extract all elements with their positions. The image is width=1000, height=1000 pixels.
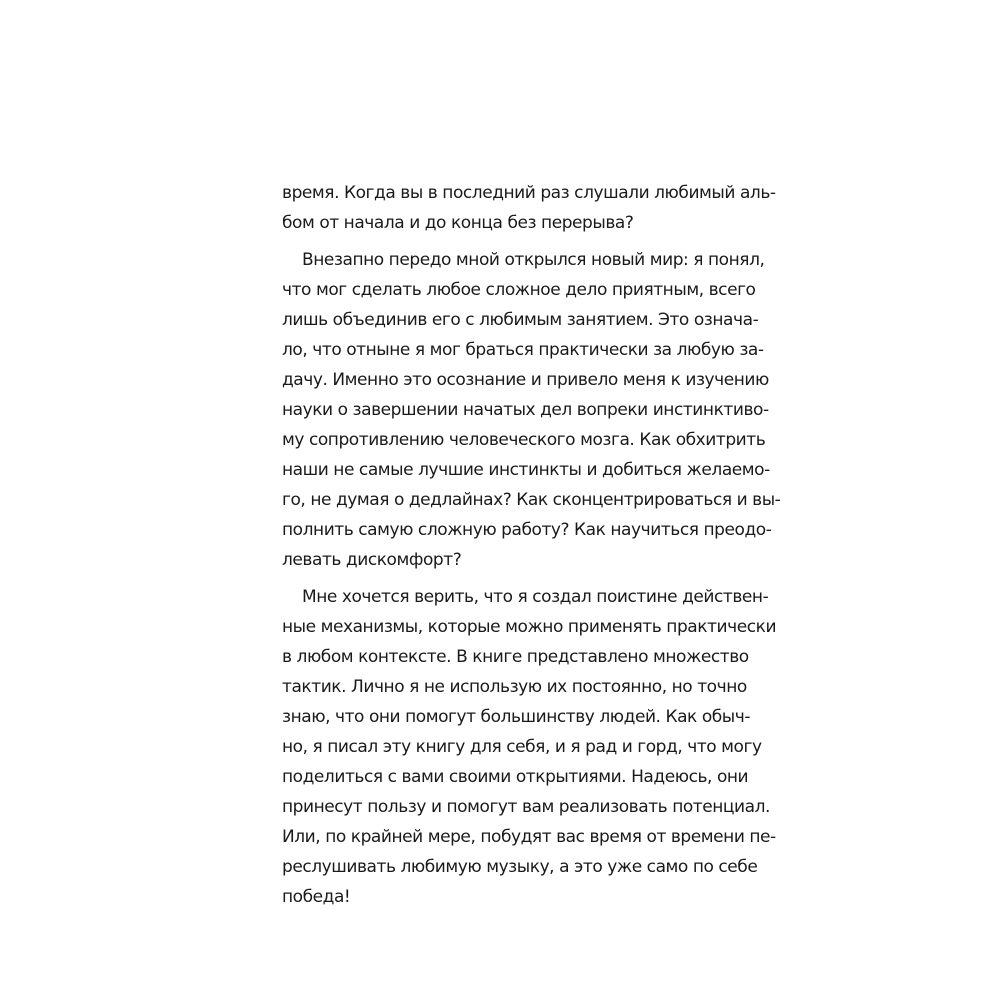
text-line: в любом контексте. В книге представлено множество: [282, 647, 749, 667]
text-line: наши не самые лучшие инстинкты и добиться желаемо-: [282, 460, 770, 480]
text-line: Мне хочется верить, что я создал поистине действен-: [302, 587, 769, 607]
text-line: науки о завершении начатых дел вопреки инстинктиво-: [282, 400, 769, 420]
text-line: принесут пользу и помогут вам реализовать потенциал.: [282, 797, 770, 817]
text-line: ло, что отныне я мог браться практически за любую за-: [282, 340, 764, 360]
text-line: что мог сделать любое сложное дело приятным, всего: [282, 280, 756, 300]
body-text: [282, 178, 781, 912]
text-line: знаю, что они помогут большинству людей. Как обыч-: [282, 707, 751, 727]
text-line: победа!: [282, 887, 351, 907]
text-line: время. Когда вы в последний раз слушали любимый аль-: [282, 183, 776, 203]
text-line: го, не думая о дедлайнах? Как сконцентрироваться и вы-: [282, 490, 781, 510]
text-line: поделиться с вами своими открытиями. Надеюсь, они: [282, 767, 749, 787]
text-line: бом от начала и до конца без перерыва?: [282, 213, 634, 233]
text-line: му сопротивлению человеческого мозга. Как обхитрить: [282, 430, 766, 450]
text-line: но, я писал эту книгу для себя, и я рад и горд, что могу: [282, 737, 762, 757]
text-line: Или, по крайней мере, побудят вас время от времени пе-: [282, 827, 776, 847]
text-line: реслушивать любимую музыку, а это уже само по себе: [282, 857, 758, 877]
text-line: ные механизмы, которые можно применять практически: [282, 617, 777, 637]
text-line: тактик. Лично я не использую их постоянно, но точно: [282, 677, 747, 697]
text-line: левать дискомфорт?: [282, 550, 462, 570]
text-line: Внезапно передо мной открылся новый мир: я понял,: [302, 250, 765, 270]
text-line: полнить самую сложную работу? Как научиться преодо-: [282, 520, 772, 540]
text-line: дачу. Именно это осознание и привело меня к изучению: [282, 370, 769, 390]
text-line: лишь объединив его с любимым занятием. Это означа-: [282, 310, 759, 330]
